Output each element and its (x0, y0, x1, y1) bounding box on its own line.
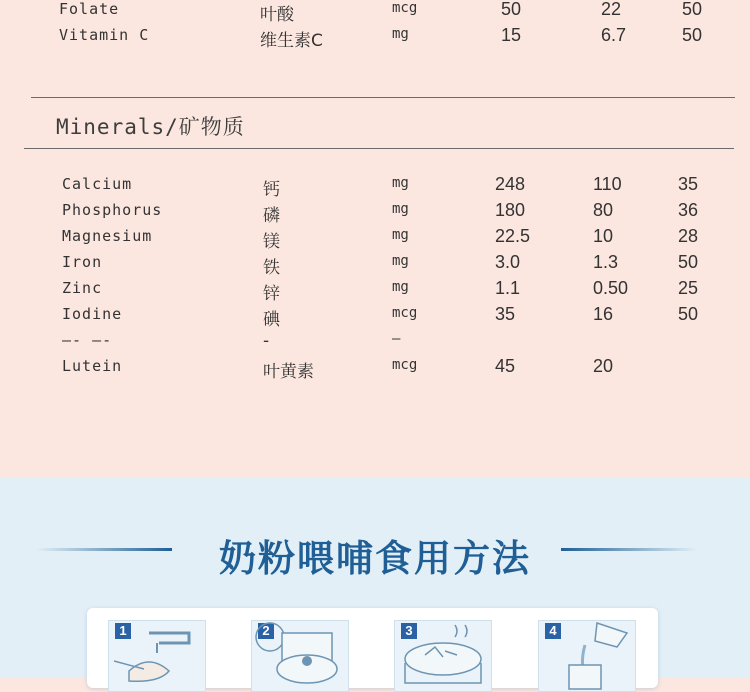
table-cell-unit: mg (392, 253, 409, 269)
table-cell-value-per-100g: 248 (495, 174, 526, 194)
table-cell-value-per-100kcal: 10 (593, 226, 614, 246)
table-cell-value-per-100g: 22.5 (495, 226, 531, 246)
table-cell-unit: mcg (392, 305, 418, 321)
table-cell-unit: mg (392, 201, 409, 217)
pour-water-icon (539, 621, 635, 691)
table-cell-name-en: —- —- (62, 331, 113, 349)
step-2-number: 2 (258, 623, 274, 639)
table-cell-name-cn: 碘 (263, 310, 280, 330)
table-cell-value-nrv: 50 (682, 25, 703, 45)
table-cell-value-nrv: 35 (678, 174, 699, 194)
table-cell-name-en: Magnesium (62, 227, 153, 245)
boiling-pot-icon (395, 621, 491, 691)
table-cell-name-cn: 叶黄素 (263, 362, 314, 382)
table-cell-value-nrv: 50 (678, 304, 699, 324)
step-4-number: 4 (545, 623, 561, 639)
table-cell-unit: mg (392, 227, 409, 243)
table-cell-value-nrv: 28 (678, 226, 699, 246)
table-cell-value-nrv: 50 (678, 252, 699, 272)
table-cell-unit: mcg (392, 0, 418, 16)
table-cell-name-cn: - (263, 331, 270, 351)
title-deco-right (561, 548, 697, 551)
table-cell-name-en: Iodine (62, 305, 123, 323)
table-cell-unit: mg (392, 175, 409, 191)
table-cell-name-cn: 钙 (263, 180, 280, 200)
table-cell-unit: — (392, 331, 401, 347)
step-1-number: 1 (115, 623, 131, 639)
table-cell-value-per-100g: 3.0 (495, 252, 521, 272)
table-cell-unit: mcg (392, 357, 418, 373)
table-cell-name-en: Phosphorus (62, 201, 163, 219)
step-1-illustration (108, 620, 206, 692)
table-cell-name-cn: 锌 (263, 284, 280, 304)
table-cell-value-per-100g: 45 (495, 356, 516, 376)
table-cell-value-per-100kcal: 0.50 (593, 278, 629, 298)
step-3-illustration (394, 620, 492, 692)
table-cell-value-nrv: 25 (678, 278, 699, 298)
feeding-title: 奶粉喂哺食用方法 (219, 537, 531, 580)
table-cell-name-cn: 叶酸 (260, 5, 294, 25)
table-cell-name-cn: 磷 (263, 206, 280, 226)
step-4-illustration (538, 620, 636, 692)
table-cell-name-en: Calcium (62, 175, 133, 193)
step-3-number: 3 (401, 623, 417, 639)
table-cell-unit: mg (392, 279, 409, 295)
table-cell-value-per-100kcal: 16 (593, 304, 614, 324)
divider-top (31, 97, 735, 98)
step-2-illustration (251, 620, 349, 692)
table-cell-value-per-100kcal: 6.7 (601, 25, 627, 45)
table-cell-value-per-100kcal: 1.3 (593, 252, 619, 272)
table-cell-value-per-100g: 1.1 (495, 278, 521, 298)
table-cell-value-nrv: 36 (678, 200, 699, 220)
table-cell-name-en: Iron (62, 253, 103, 271)
minerals-title: Minerals/矿物质 (56, 115, 245, 139)
table-cell-name-cn: 维生素C (260, 31, 323, 51)
hand-wash-icon (109, 621, 205, 691)
table-cell-value-per-100g: 35 (495, 304, 516, 324)
table-cell-name-en: Zinc (62, 279, 103, 297)
sterilizer-icon (252, 621, 348, 691)
table-cell-value-nrv: 50 (682, 0, 703, 19)
table-cell-value-per-100g: 50 (501, 0, 522, 19)
table-cell-name-en: Lutein (62, 357, 123, 375)
table-cell-value-per-100g: 15 (501, 25, 522, 45)
table-cell-value-per-100kcal: 22 (601, 0, 622, 19)
table-cell-unit: mg (392, 26, 409, 42)
table-cell-value-per-100kcal: 20 (593, 356, 614, 376)
table-cell-name-cn: 铁 (263, 258, 280, 278)
table-cell-value-per-100kcal: 80 (593, 200, 614, 220)
table-cell-name-cn: 镁 (263, 232, 280, 252)
table-cell-name-en: Vitamin C (59, 26, 150, 44)
table-cell-value-per-100g: 180 (495, 200, 526, 220)
divider-bottom (24, 148, 734, 149)
table-cell-name-en: Folate (59, 0, 120, 18)
table-cell-value-per-100kcal: 110 (593, 174, 622, 194)
